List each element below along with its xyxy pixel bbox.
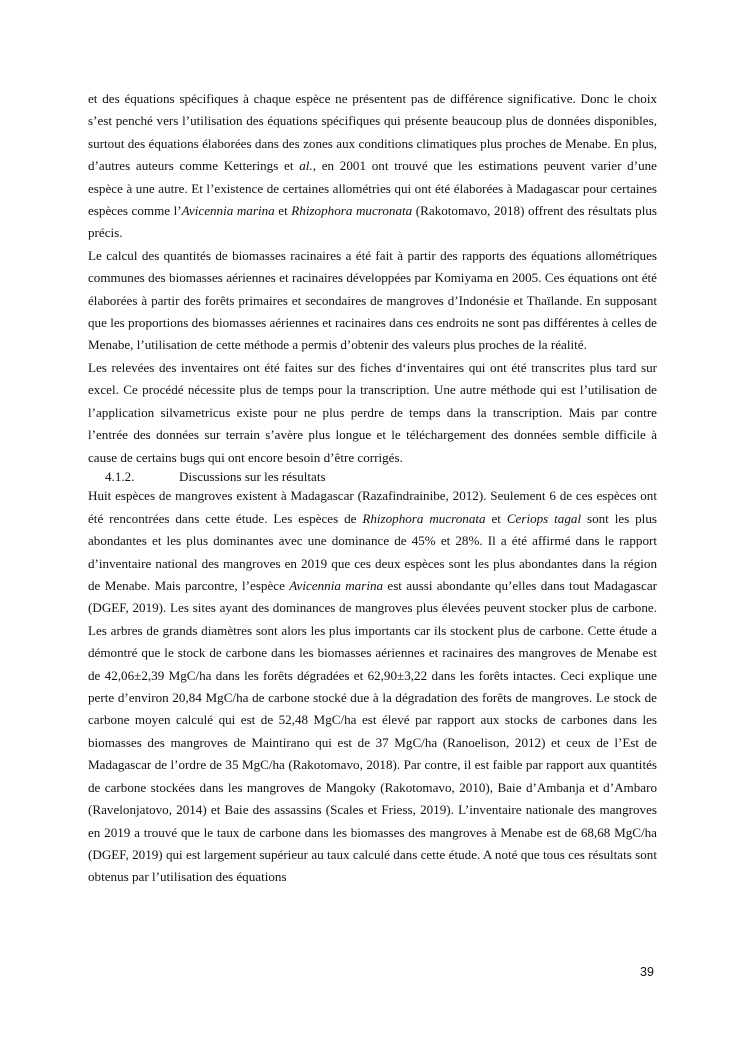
- species-name-ceriops-tagal: Ceriops tagal: [506, 510, 582, 526]
- species-name-avicennia-marina: Avicennia marina: [289, 578, 384, 594]
- page-number: 39: [640, 965, 654, 979]
- text-run: sont les plus abondantes et les plus dominantes avec une dominance de 45% et 28%. Il a été affirmé dans le rapport d’inventaire national des mangroves en 2019 que ces deux espèces sont les plus abondantes dans la région de Menabe. Mais parcontre, l’espèce: [88, 510, 657, 594]
- text-run: et: [274, 203, 292, 219]
- text-run: est aussi abondante qu’elles dans tout Madagascar (DGEF, 2019). Les sites ayant des dominances de mangroves plus élevées peuvent stocker plus de carbone. Les arbres de grands diamètres sont alors les plus importants car ils stockent plus de carbone. Cette étude a démontré que le stock de carbone dans les biomasses aériennes et racinaires des mangroves de Menabe est de 42,06±2,39 MgC/ha dans les forêts dégradées et 62,90±3,22 dans les forêts intactes. Ceci explique une perte d’environ 20,84 MgC/ha de carbone stocké due à la dégradation des forêts de mangroves. Le stock de carbone moyen calculé qui est de 52,48 MgC/ha est élevé par rapport aux stocks de carbones dans les biomasses des mangroves de Maintirano qui est de 37 MgC/ha (Ranoelison, 2012) et ceux de l’Est de Madagascar de l’ordre de 35 MgC/ha (Rakotomavo, 2018). Par contre, il est faible par rapport aux quantités de carbone stockées dans les mangroves de Mangoky (Rakotomavo, 2010), Baie d’Ambanja et d’Ambaro (Ravelonjatovo, 2014) et Baie des assassins (Scales et Friess, 2019). L’inventaire nationale des mangroves en 2019 a trouvé que le taux de carbone dans les biomasses des mangroves à Menabe est de 68,68 MgC/ha (DGEF, 2019) qui est largement supérieur au taux calculé dans cette étude. A noté que tous ces résultats sont obtenus par l’utilisation des équations: [88, 578, 658, 885]
- paragraph-inventory-records: Les relevées des inventaires ont été faites sur des fiches d‘inventaires qui ont été transcrites plus tard sur excel. Ce procédé nécessite plus de temps pour la transcription. Une autre méthode qui est l’utilisation de l’application silvametricus existe pour ne plus perdre de temps dans la transcription. Mais par contre l’entrée des données sur terrain s’avère plus longue et le téléchargement des données semble difficile à cause de certains bugs qui ont encore besoin d’être corrigés.: [88, 359, 657, 465]
- text-run: en 2001 ont trouvé que les estimations peuvent varier d’une espèce à une autre. Et l’existence de certaines allométries qui ont été élaborées à Madagascar pour certaines espèces comme l’: [88, 158, 657, 219]
- paragraph-root-biomass: Le calcul des quantités de biomasses racinaires a été fait à partir des rapports des équations allométriques communes des biomasses aériennes et racinaires développées par Komiyama en 2005. Ces équations ont été élaborées à partir des forêts primaires et secondaires de mangroves d’Indonésie et Thaïlande. En supposant que les proportions des biomasses aériennes et racinaires dans ces endroits ne sont pas différentes à celles de Menabe, l’utilisation de cette méthode a permis d’obtenir des valeurs plus proches de la réalité.: [88, 247, 657, 353]
- page-body: [88, 88, 657, 889]
- section-heading: [88, 469, 657, 486]
- section-title: Discussions sur les résultats: [179, 468, 326, 484]
- section-number: 4.1.2.: [105, 468, 135, 484]
- paragraph-species-equations: [88, 88, 657, 245]
- paragraph-results-discussion: [88, 485, 657, 888]
- species-name-avicennia-marina: Avicennia marina: [181, 203, 275, 219]
- species-name-rhizophora-mucronata: Rhizophora mucronata: [362, 510, 486, 526]
- text-run: et des équations spécifiques à chaque espèce ne présentent pas de différence significative. Donc le choix s’est penché vers l’utilisation des équations spécifiques qui présente beaucoup plus de données disponibles, surtout des équations élaborées dans des zones aux conditions climatiques plus proches de Menabe. En plus, d’autres auteurs comme Ketterings et: [88, 91, 657, 174]
- italic-term-al: al.,: [299, 158, 316, 174]
- text-run: (Rakotomavo, 2018) offrent des résultats plus précis.: [88, 203, 658, 241]
- text-run: et: [485, 510, 507, 526]
- text-run: Huit espèces de mangroves existent à Madagascar (Razafindrainibe, 2012). Seulement 6 de ces espèces ont été rencontrées dans cette étude. Les espèces de: [88, 488, 657, 526]
- species-name-rhizophora-mucronata: Rhizophora mucronata: [291, 203, 413, 219]
